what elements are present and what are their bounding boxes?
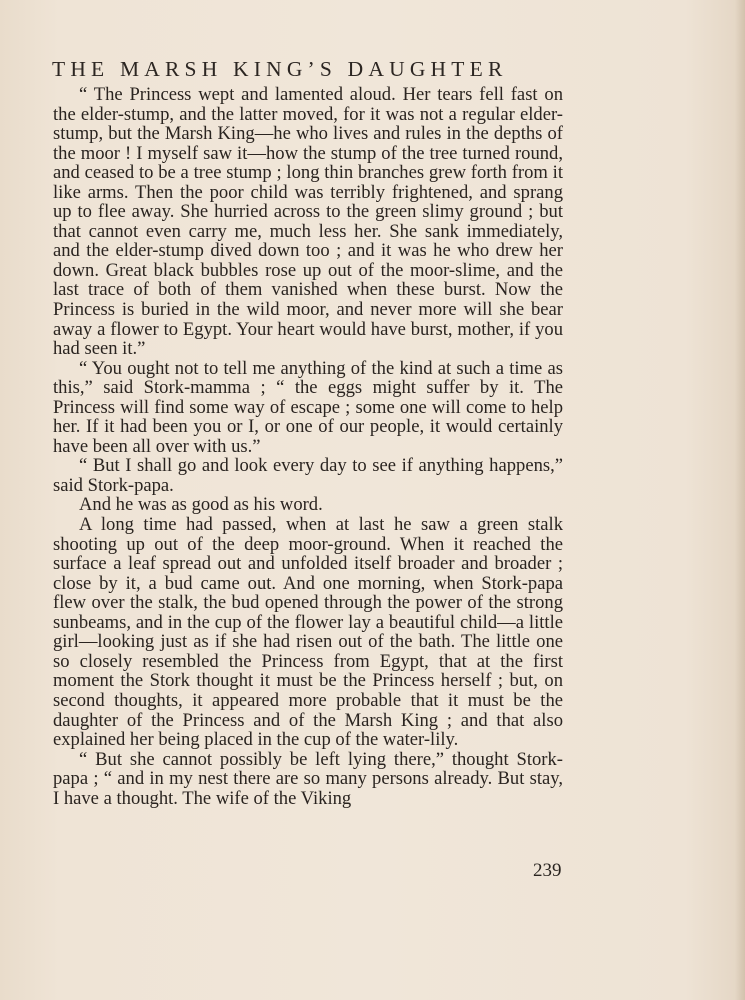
body-text	[53, 85, 563, 808]
page-edge-shadow	[735, 0, 745, 1000]
paragraph: “ You ought not to tell me anything of the kind at such a time as this,” said Stork-mamma ; “ the eggs might suffer by it. The Princess will find some way of escape ; some one will come to help her. If it had been you or I, or one of our people, it would certainly have been all over with us.”	[53, 357, 563, 457]
paragraph: “ The Princess wept and lamented aloud. Her tears fell fast on the elder-stump, and the latter moved, for it was not a regular elder-stump, but the Marsh King—he who lives and rules in the depths of the moor ! I myself saw it—how the stump of the tree turned round, and ceased to be a tree stump ; long thin branches grew forth from it like arms. Then the poor child was terribly frightened, and sprang up to flee away. She hurried across to the green slimy ground ; but that cannot even carry me, much less her. She sank immediately, and the elder-stump dived down too ; and it was he who drew her down. Great black bubbles rose up out of the moor-slime, and the last trace of both of them vanished when these burst. Now the Princess is buried in the wild moor, and never more will she bear away a flower to Egypt. Your heart would have burst, mother, if you had seen it.”	[53, 84, 563, 360]
paragraph: And he was as good as his word.	[79, 494, 323, 516]
running-head: THE MARSH KING’S DAUGHTER	[52, 57, 508, 81]
paragraph: “ But she cannot possibly be left lying there,” thought Stork-papa ; “ and in my nest there are so many persons already. But stay, I have a thought. The wife of the Viking	[53, 748, 563, 809]
page-number: 239	[533, 860, 562, 881]
paragraph: “ But I shall go and look every day to see if anything happens,” said Stork-papa.	[53, 455, 563, 496]
paragraph: A long time had passed, when at last he saw a green stalk shooting up out of the deep moor-ground. When it reached the surface a leaf spread out and unfolded itself broader and broader ; close by it, a bud came out. And one morning, when Stork-papa flew over the stalk, the bud opened through the power of the strong sunbeams, and in the cup of the flower lay a beautiful child—a little girl—looking just as if she had risen out of the bath. The little one so closely resembled the Princess from Egypt, that at the first moment the Stork thought it must be the Princess herself ; but, on second thoughts, it appeared more probable that it must be the daughter of the Princess and of the Marsh King ; and that also explained her being placed in the cup of the water-lily.	[53, 514, 563, 751]
